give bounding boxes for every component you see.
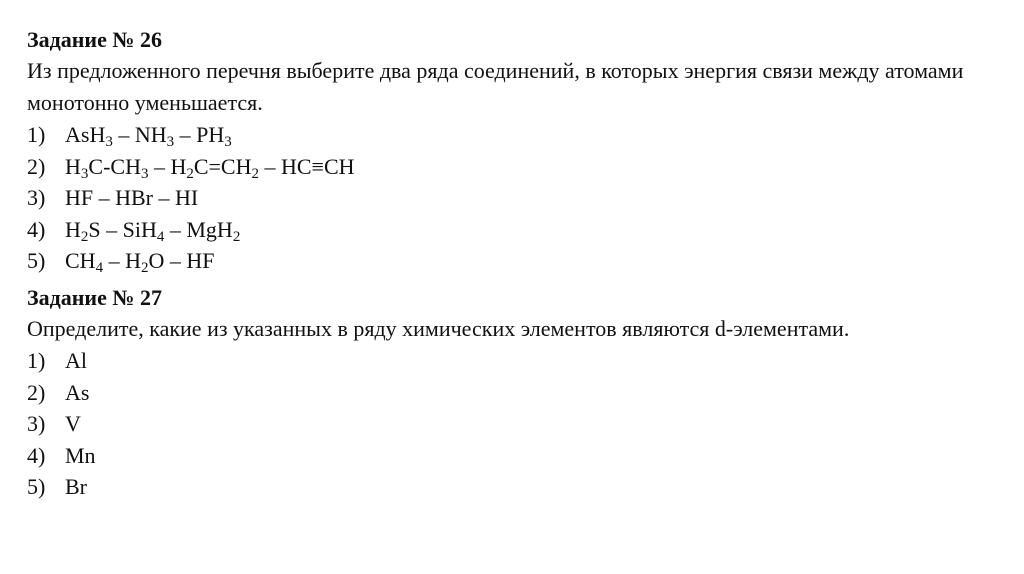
option-formula: $H_3C-CH_3 - H_2C=CH_2 - HC\equiv CH$ [65,153,355,182]
answer-option-5 [27,471,987,503]
answer-option-4 [27,214,987,246]
option-element: Mn [65,442,96,468]
option-element: Al [65,348,87,373]
option-number: 2) [27,153,46,179]
option-formula: HF – HBr – HI [65,185,199,210]
answer-option-3 [27,408,987,440]
option-number: 5) [27,248,46,273]
option-number: 3) [27,185,46,210]
answer-options [27,345,987,503]
option-number: 4) [27,442,46,468]
answer-option-1 [27,345,987,377]
option-element: Br [65,474,87,499]
option-number: 4) [27,216,46,242]
option-number: 5) [27,474,46,499]
option-number: 1) [27,348,46,373]
answer-option-3 [27,182,987,214]
option-formula: $CH_4 - H_2O$ – HF [65,248,215,276]
option-number: 2) [27,379,46,405]
answer-option-5 [27,245,987,277]
answer-option-1 [27,119,987,151]
option-formula: $H_2S - SiH_4 - MgH_2$ [65,216,241,245]
option-element: V [65,411,81,436]
task-title: Задание № 26 [27,27,162,52]
option-element: As [65,379,90,405]
task-question: Из предложенного перечня выберите два ряда соединений, в которых энергия связи между атомами монотонно уменьшается. [27,58,964,115]
answer-option-4 [27,440,987,472]
option-number: 1) [27,122,46,147]
option-number: 3) [27,411,46,436]
task-question: Определите, какие из указанных в ряду химических элементов являются d-элементами. [27,316,850,341]
task-title: Задание № 27 [27,285,162,310]
answer-option-2 [27,151,987,183]
answer-option-2 [27,377,987,409]
task-27 [27,283,987,503]
option-formula: $AsH_3 - NH_3 - PH_3$ [65,122,232,150]
answer-options [27,119,987,277]
task-26 [27,25,987,277]
